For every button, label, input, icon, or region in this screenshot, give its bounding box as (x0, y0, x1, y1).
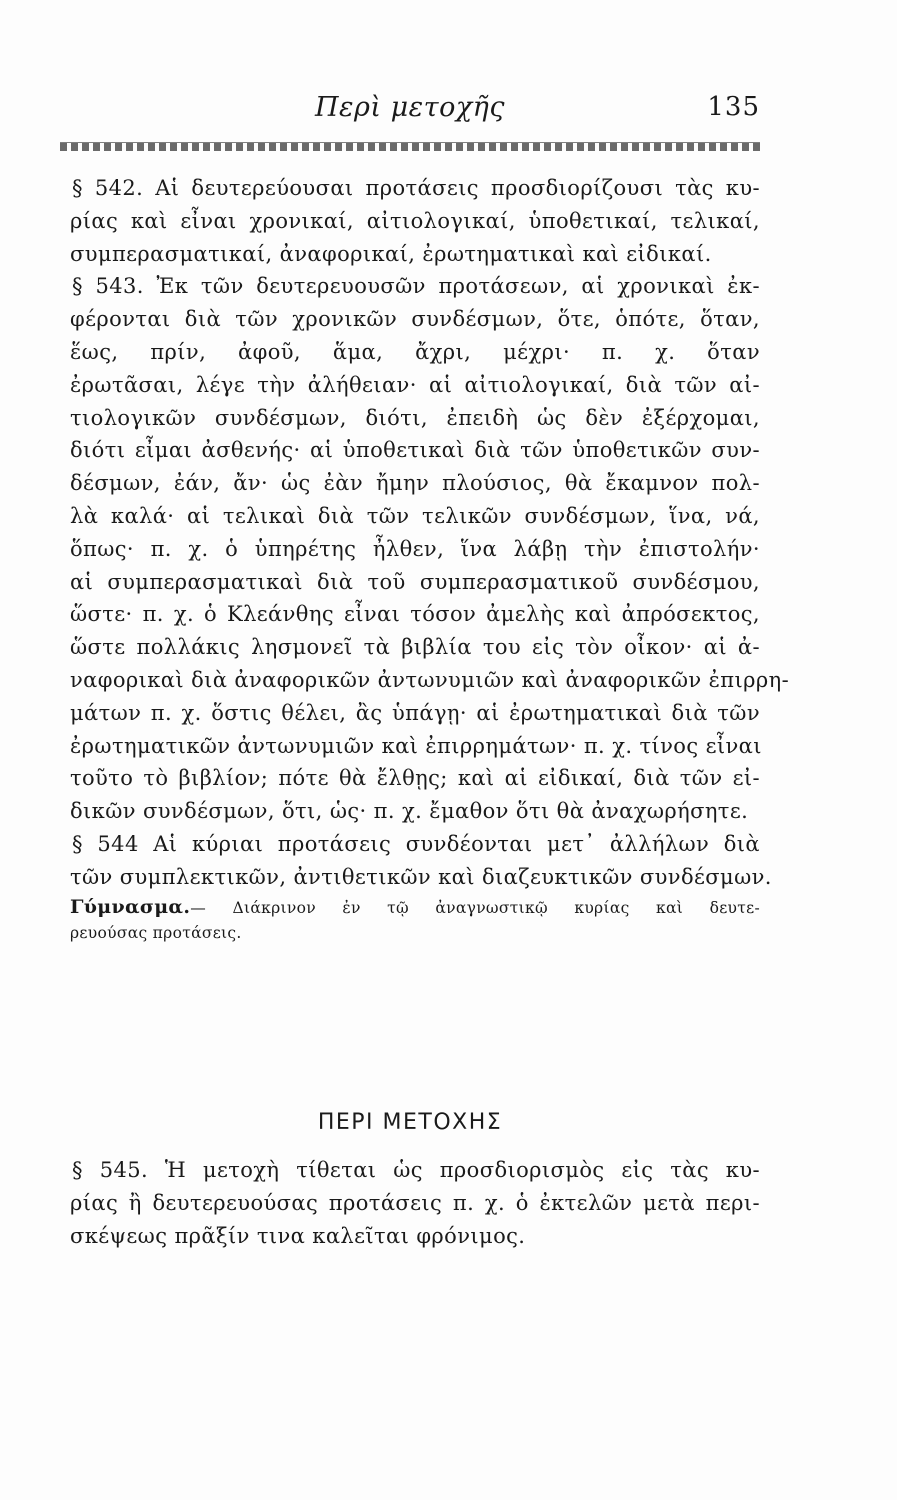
text-line: § 545. Ἡ μετοχὴ τίθεται ὡς προσδιορισμὸς εἰς τὰς κυ- (72, 1158, 760, 1182)
text-line: συμπερασματικαί, ἀναφορικαί, ἐρωτηματικαὶ καὶ εἰδικαί. (70, 241, 712, 266)
text-line: φέρονται διὰ τῶν χρονικῶν συνδέσμων, ὅτε, ὁπότε, ὅταν, (70, 307, 760, 332)
text-line: ἐρωτηματικῶν ἀντωνυμιῶν καὶ ἐπιρρημάτων· π. χ. τίνος εἶναι (70, 733, 762, 758)
section-heading: ΠΕΡΙ ΜΕΤΟΧΗΣ (317, 1110, 503, 1135)
running-head (60, 92, 760, 132)
exercise-line-2: ρευούσας προτάσεις. (70, 923, 242, 942)
text-line: ὅπως· π. χ. ὁ ὑπηρέτης ἦλθεν, ἵνα λάβῃ τὴν ἐπιστολήν· (70, 536, 760, 561)
exercise-text: — Διάκρινον ἐν τῷ ἀναγνωστικῷ κυρίας καὶ δευτε- (190, 898, 760, 917)
text-line: ἐρωτᾶσαι, λέγε τὴν ἀλήθειαν· αἱ αἰτιολογικαί, διὰ τῶν αἰ- (70, 372, 760, 397)
text-line: ρίας ἢ δευτερευούσας προτάσεις π. χ. ὁ ἐκτελῶν μετὰ περι- (70, 1190, 760, 1215)
text-line: ὥστε· π. χ. ὁ Κλεάνθης εἶναι τόσον ἀμελὴς καὶ ἀπρόσεκτος, (70, 602, 760, 627)
text-line: αἱ συμπερασματικαὶ διὰ τοῦ συμπερασματικοῦ συνδέσμου, (70, 569, 760, 594)
header-rule (60, 142, 760, 151)
text-line: μάτων π. χ. ὅστις θέλει, ἂς ὑπάγῃ· αἱ ἐρωτηματικαὶ διὰ τῶν (70, 700, 760, 725)
running-title: Περὶ μετοχῆς (315, 92, 505, 123)
text-line: δέσμων, ἐάν, ἄν· ὡς ἐὰν ἤμην πλούσιος, θὰ ἔκαμνον πολ- (70, 471, 760, 496)
text-line: ρίας καὶ εἶναι χρονικαί, αἰτιολογικαί, ὑποθετικαί, τελικαί, (70, 208, 760, 233)
text-line: τοῦτο τὸ βιβλίον; πότε θὰ ἔλθῃς; καὶ αἱ εἰδικαί, διὰ τῶν εἰ- (70, 766, 760, 791)
text-line: λὰ καλά· αἱ τελικαὶ διὰ τῶν τελικῶν συνδέσμων, ἵνα, νά, (70, 503, 760, 528)
text-line: διότι εἶμαι ἀσθενής· αἱ ὑποθετικαὶ διὰ τῶν ὑποθετικῶν συν- (70, 438, 760, 463)
text-line: § 543. Ἐκ τῶν δευτερευουσῶν προτάσεων, αἱ χρονικαὶ ἐκ- (72, 274, 760, 299)
text-line: § 544 Αἱ κύριαι προτάσεις συνδέονται μετ᾽ ἀλλήλων διὰ (72, 831, 760, 856)
exercise-label: Γύμνασμα. (70, 895, 191, 918)
text-line: τιολογικῶν συνδέσμων, διότι, ἐπειδὴ ὡς δὲν ἐξέρχομαι, (70, 405, 760, 430)
text-line: τῶν συμπλεκτικῶν, ἀντιθετικῶν καὶ διαζευκτικῶν συνδέσμων. (70, 864, 772, 889)
exercise-line-1 (70, 894, 760, 920)
text-line: ἕως, πρίν, ἀφοῦ, ἅμα, ἄχρι, μέχρι· π. χ. ὅταν (70, 339, 760, 364)
page-number: 135 (707, 92, 760, 122)
text-line: δικῶν συνδέσμων, ὅτι, ὡς· π. χ. ἔμαθον ὅτι θὰ ἀναχωρήσητε. (70, 799, 749, 824)
paragraph-545 (70, 1154, 760, 1252)
text-line: σκέψεως πρᾶξίν τινα καλεῖται φρόνιμος. (70, 1223, 526, 1248)
text-line: ὥστε πολλάκις λησμονεῖ τὰ βιβλία του εἰς τὸν οἶκον· αἱ ἀ- (70, 635, 760, 660)
text-line: ναφορικαὶ διὰ ἀναφορικῶν ἀντωνυμιῶν καὶ ἀναφορικῶν ἐπιρρη- (70, 667, 790, 692)
paragraphs-542-544 (70, 172, 790, 946)
text-line: § 542. Αἱ δευτερεύουσαι προτάσεις προσδιορίζουσι τὰς κυ- (72, 176, 760, 200)
